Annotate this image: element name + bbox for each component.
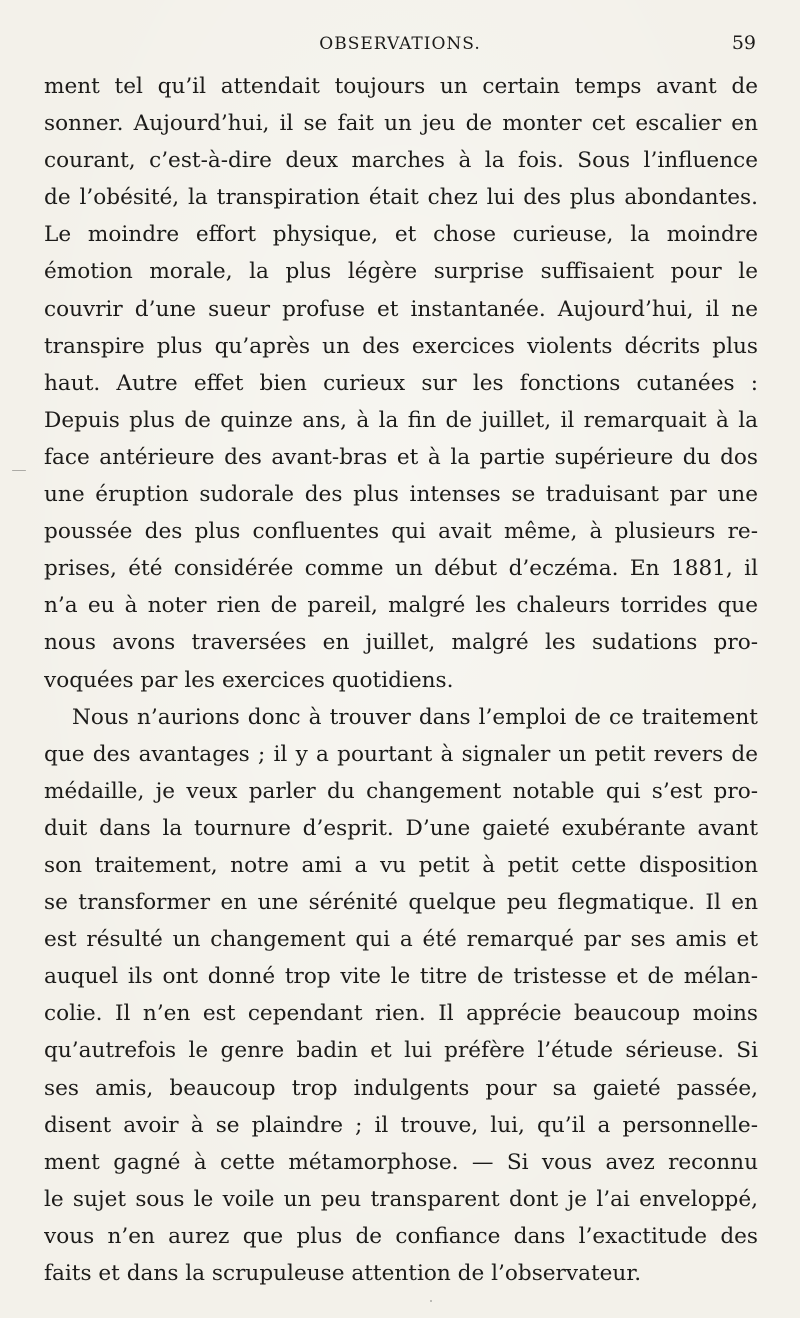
text-line: sonner. Aujourd’hui, il se fait un jeu de monter cet escalier en <box>44 111 758 137</box>
body-text <box>44 68 758 1292</box>
text-line: son traitement, notre ami a vu petit à petit cette disposition <box>44 852 758 878</box>
text-line: de l’obésité, la transpiration était chez lui des plus abondantes. <box>44 185 758 211</box>
text-line: médaille, je veux parler du changement notable qui s’est pro- <box>44 778 758 804</box>
text-line: voquées par les exercices quotidiens. <box>44 667 454 693</box>
page-number: 59 <box>731 32 756 54</box>
text-line: auquel ils ont donné trop vite le titre de tristesse et de mélan- <box>44 964 758 990</box>
text-line: duit dans la tournure d’esprit. D’une gaieté exubérante avant <box>44 815 758 841</box>
text-line: prises, été considérée comme un début d’eczéma. En 1881, il <box>44 556 758 582</box>
text-line: est résulté un changement qui a été remarqué par ses amis et <box>44 927 758 953</box>
text-line: qu’autrefois le genre badin et lui préfère l’étude sérieuse. Si <box>44 1038 758 1064</box>
running-title: OBSERVATIONS. <box>319 34 481 54</box>
text-line: une éruption sudorale des plus intenses se traduisant par une <box>44 482 758 508</box>
text-line: émotion morale, la plus légère surprise suffisaient pour le <box>44 259 758 285</box>
text-line: n’a eu à noter rien de pareil, malgré les chaleurs torrides que <box>44 593 758 619</box>
text-line: le sujet sous le voile un peu transparent dont je l’ai enveloppé, <box>44 1186 758 1212</box>
paper-speck <box>430 1300 432 1302</box>
text-line: faits et dans la scrupuleuse attention de l’observateur. <box>44 1261 642 1286</box>
text-line: ses amis, beaucoup trop indulgents pour sa gaieté passée, <box>44 1075 758 1101</box>
text-line: courant, c’est-à-dire deux marches à la fois. Sous l’influence <box>44 148 758 174</box>
text-line: que des avantages ; il y a pourtant à signaler un petit revers de <box>44 741 758 767</box>
text-line: nous avons traversées en juillet, malgré les sudations pro- <box>44 630 758 656</box>
text-line: ment tel qu’il attendait toujours un certain temps avant de <box>44 74 758 99</box>
text-line: couvrir d’une sueur profuse et instantanée. Aujourd’hui, il ne <box>44 296 758 322</box>
text-line: haut. Autre effet bien curieux sur les fonctions cutanées : <box>44 370 758 396</box>
running-head <box>0 30 800 60</box>
text-line: disent avoir à se plaindre ; il trouve, lui, qu’il a personnelle- <box>44 1112 758 1138</box>
text-line: colie. Il n’en est cependant rien. Il apprécie beaucoup moins <box>44 1001 758 1027</box>
text-line: ment gagné à cette métamorphose. — Si vous avez reconnu <box>44 1149 758 1175</box>
text-line: se transformer en une sérénité quelque peu flegmatique. Il en <box>44 890 758 916</box>
text-line: Depuis plus de quinze ans, à la fin de juillet, il remarquait à la <box>44 407 758 433</box>
text-line: poussée des plus confluentes qui avait même, à plusieurs re- <box>44 519 758 545</box>
text-line: Le moindre effort physique, et chose curieuse, la moindre <box>44 222 758 248</box>
text-line: face antérieure des avant-bras et à la partie supérieure du dos <box>44 444 758 470</box>
text-line: vous n’en aurez que plus de confiance dans l’exactitude des <box>44 1223 758 1249</box>
text-line: transpire plus qu’après un des exercices violents décrits plus <box>44 333 758 359</box>
text-line: Nous n’aurions donc à trouver dans l’emploi de ce traitement <box>72 704 758 730</box>
paper-speck <box>12 470 26 471</box>
